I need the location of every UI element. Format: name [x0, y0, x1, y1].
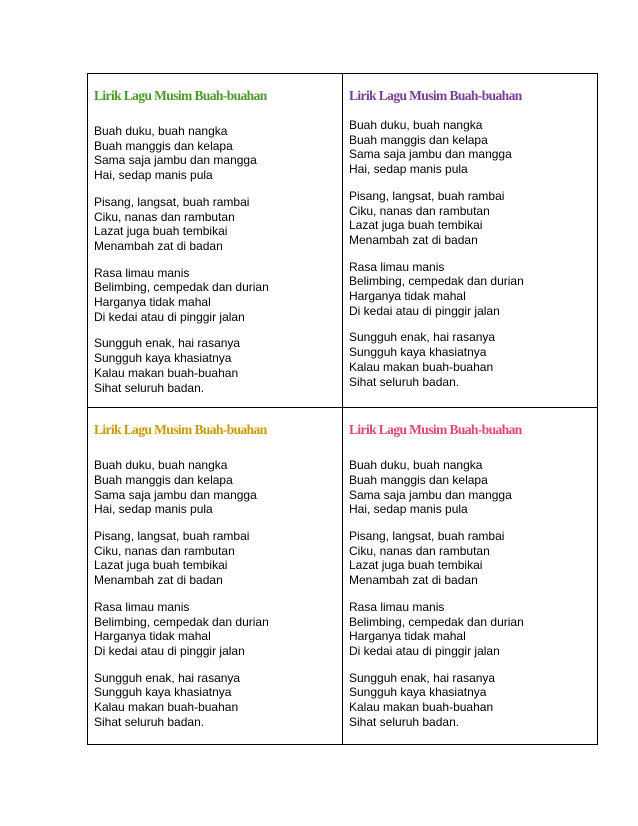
lyric-line: Buah duku, buah nangka — [349, 458, 483, 473]
stanza — [94, 458, 336, 517]
lyrics-card — [343, 74, 598, 408]
lyric-line: Kalau makan buah-buahan — [349, 700, 494, 715]
stanza — [94, 124, 336, 183]
lyrics-body — [349, 118, 591, 389]
card-title: Lirik Lagu Musim Buah-buahan — [349, 88, 522, 103]
lyrics-card — [88, 408, 343, 745]
stanza — [94, 529, 336, 588]
lyric-line: Menambah zat di badan — [94, 238, 223, 253]
lyric-line: Di kedai atau di pinggir jalan — [349, 643, 500, 658]
card-title: Lirik Lagu Musim Buah-buahan — [94, 422, 267, 438]
stanza — [94, 266, 336, 325]
lyric-line: Sungguh kaya khasiatnya — [349, 685, 487, 700]
lyric-line: Harganya tidak mahal — [94, 629, 211, 644]
lyric-line: Ciku, nanas dan rambutan — [349, 543, 490, 558]
lyric-line: Hai, sedap manis pula — [94, 502, 213, 517]
lyric-line: Sungguh kaya khasiatnya — [349, 345, 487, 360]
card-title: Lirik Lagu Musim Buah-buahan — [94, 88, 267, 103]
stanza — [349, 260, 591, 319]
lyric-line: Pisang, langsat, buah rambai — [94, 529, 250, 544]
lyric-line: Rasa limau manis — [94, 599, 190, 614]
lyric-line: Hai, sedap manis pula — [94, 168, 213, 183]
lyric-line: Buah manggis dan kelapa — [94, 138, 233, 153]
lyric-line: Buah manggis dan kelapa — [94, 472, 233, 487]
lyrics-card — [343, 408, 598, 745]
stanza — [349, 118, 591, 177]
lyric-line: Pisang, langsat, buah rambai — [349, 188, 505, 203]
lyric-line: Kalau makan buah-buahan — [349, 359, 494, 374]
lyric-line: Rasa limau manis — [349, 599, 445, 614]
stanza — [94, 600, 336, 659]
lyric-line: Buah duku, buah nangka — [94, 458, 228, 473]
lyric-line: Menambah zat di badan — [349, 573, 478, 588]
lyric-line: Lazat juga buah tembikai — [94, 558, 228, 573]
lyric-line: Sungguh enak, hai rasanya — [349, 330, 496, 345]
lyric-line: Hai, sedap manis pula — [349, 502, 468, 517]
lyric-line: Sungguh enak, hai rasanya — [94, 670, 241, 685]
lyric-line: Di kedai atau di pinggir jalan — [94, 643, 245, 658]
lyric-line: Lazat juga buah tembikai — [94, 224, 228, 239]
lyric-line: Harganya tidak mahal — [94, 295, 211, 310]
lyric-line: Belimbing, cempedak dan durian — [94, 614, 269, 629]
lyric-line: Sama saja jambu dan mangga — [94, 487, 257, 502]
lyric-line: Kalau makan buah-buahan — [94, 365, 239, 380]
lyric-line: Sihat seluruh badan. — [349, 714, 460, 729]
lyric-line: Sama saja jambu dan mangga — [94, 153, 257, 168]
lyric-line: Rasa limau manis — [349, 259, 445, 274]
lyrics-card-grid — [87, 73, 598, 745]
lyrics-card — [88, 74, 343, 408]
lyric-line: Di kedai atau di pinggir jalan — [94, 309, 245, 324]
lyric-line: Ciku, nanas dan rambutan — [94, 209, 235, 224]
lyric-line: Ciku, nanas dan rambutan — [349, 203, 490, 218]
stanza — [349, 458, 591, 517]
lyric-line: Sungguh kaya khasiatnya — [94, 685, 232, 700]
lyric-line: Menambah zat di badan — [94, 573, 223, 588]
lyric-line: Menambah zat di badan — [349, 232, 478, 247]
lyrics-body — [349, 458, 591, 729]
lyric-line: Rasa limau manis — [94, 265, 190, 280]
lyric-line: Sama saja jambu dan mangga — [349, 487, 512, 502]
lyric-line: Sungguh kaya khasiatnya — [94, 351, 232, 366]
lyric-line: Sihat seluruh badan. — [94, 380, 205, 395]
lyric-line: Buah duku, buah nangka — [94, 124, 228, 138]
lyrics-body — [94, 458, 336, 729]
lyric-line: Buah manggis dan kelapa — [349, 132, 488, 147]
lyric-line: Sungguh enak, hai rasanya — [94, 336, 241, 351]
stanza — [94, 336, 336, 395]
lyric-line: Sungguh enak, hai rasanya — [349, 670, 496, 685]
lyric-line: Belimbing, cempedak dan durian — [94, 280, 269, 295]
stanza — [94, 671, 336, 730]
lyric-line: Buah manggis dan kelapa — [349, 472, 488, 487]
card-title: Lirik Lagu Musim Buah-buahan — [349, 422, 522, 438]
lyric-line: Harganya tidak mahal — [349, 289, 466, 304]
lyric-line: Sihat seluruh badan. — [349, 374, 460, 389]
lyric-line: Buah duku, buah nangka — [349, 118, 483, 132]
lyric-line: Sihat seluruh badan. — [94, 714, 205, 729]
stanza — [349, 529, 591, 588]
stanza — [349, 600, 591, 659]
stanza — [349, 671, 591, 730]
lyric-line: Pisang, langsat, buah rambai — [349, 529, 505, 544]
lyric-line: Belimbing, cempedak dan durian — [349, 274, 524, 289]
lyric-line: Harganya tidak mahal — [349, 629, 466, 644]
lyric-line: Lazat juga buah tembikai — [349, 558, 483, 573]
lyric-line: Ciku, nanas dan rambutan — [94, 543, 235, 558]
stanza — [349, 189, 591, 248]
lyric-line: Kalau makan buah-buahan — [94, 700, 239, 715]
lyric-line: Pisang, langsat, buah rambai — [94, 194, 250, 209]
lyric-line: Sama saja jambu dan mangga — [349, 147, 512, 162]
stanza — [94, 195, 336, 254]
stanza — [349, 330, 591, 389]
lyric-line: Di kedai atau di pinggir jalan — [349, 303, 500, 318]
lyric-line: Lazat juga buah tembikai — [349, 218, 483, 233]
lyrics-body — [94, 124, 336, 395]
lyric-line: Hai, sedap manis pula — [349, 162, 468, 177]
lyric-line: Belimbing, cempedak dan durian — [349, 614, 524, 629]
